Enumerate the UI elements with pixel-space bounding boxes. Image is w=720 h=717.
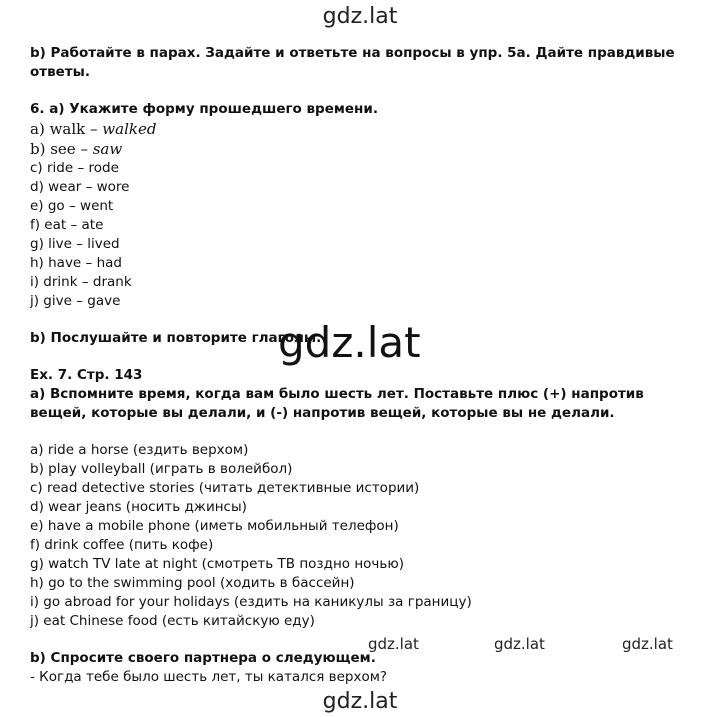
ex7-task-a: a) Вспомните время, когда вам было шесть лет. Поставьте плюс (+) напротив вещей, которые вы делали, и (-) напротив вещей, которые вы не делали. xyxy=(30,386,644,421)
ex7-item: i) go abroad for your holidays (ездить на каникулы за границу) xyxy=(30,594,472,610)
ex6-part-b: b) Послушайте и повторите глаголы. xyxy=(30,330,322,346)
ex6-item: j) give – gave xyxy=(30,293,121,309)
ex6-item: g) live – lived xyxy=(30,236,120,252)
watermark-small: gdz.lat xyxy=(622,635,673,653)
watermark-bottom: gdz.lat xyxy=(322,689,398,714)
ex7-item: a) ride a horse (ездить верхом) xyxy=(30,442,249,458)
ex6-item: e) go – went xyxy=(30,198,114,214)
ex6-item: h) have – had xyxy=(30,255,122,271)
watermark-top: gdz.lat xyxy=(322,4,398,29)
ex7-item: b) play volleyball (играть в волейбол) xyxy=(30,461,293,477)
ex6-item: i) drink – drank xyxy=(30,274,132,290)
ex7-item: g) watch TV late at night (смотреть ТВ поздно ночью) xyxy=(30,556,404,572)
ex7-item: h) go to the swimming pool (ходить в бассейн) xyxy=(30,575,355,591)
watermark-middle: gdz.lat xyxy=(278,318,421,367)
watermark-small: gdz.lat xyxy=(368,635,419,653)
ex7-ref: Ex. 7. Стр. 143 xyxy=(30,367,143,383)
watermark-small: gdz.lat xyxy=(494,635,545,653)
ex7-task-b: b) Спросите своего партнера о следующем. xyxy=(30,650,376,666)
section-5b-instruction: b) Работайте в парах. Задайте и ответьте на вопросы в упр. 5a. Дайте правдивые ответы. xyxy=(30,45,675,80)
ex7-example: - Когда тебе было шесть лет, ты катался верхом? xyxy=(30,669,388,685)
ex6-heading: 6. a) Укажите форму прошедшего времени. xyxy=(30,101,378,117)
ex7-item: j) eat Chinese food (есть китайскую еду) xyxy=(30,613,315,629)
ex6-item: c) ride – rode xyxy=(30,160,119,176)
ex7-item: e) have a mobile phone (иметь мобильный телефон) xyxy=(30,518,399,534)
ex7-item: f) drink coffee (пить кофе) xyxy=(30,537,214,553)
ex7-item: c) read detective stories (читать детективные истории) xyxy=(30,480,420,496)
ex6-item-b: b) see – saw xyxy=(30,140,123,158)
ex6-item-a: a) walk – walked xyxy=(30,120,157,138)
ex6-item: d) wear – wore xyxy=(30,179,130,195)
ex7-item: d) wear jeans (носить джинсы) xyxy=(30,499,247,515)
ex6-item: f) eat – ate xyxy=(30,217,104,233)
